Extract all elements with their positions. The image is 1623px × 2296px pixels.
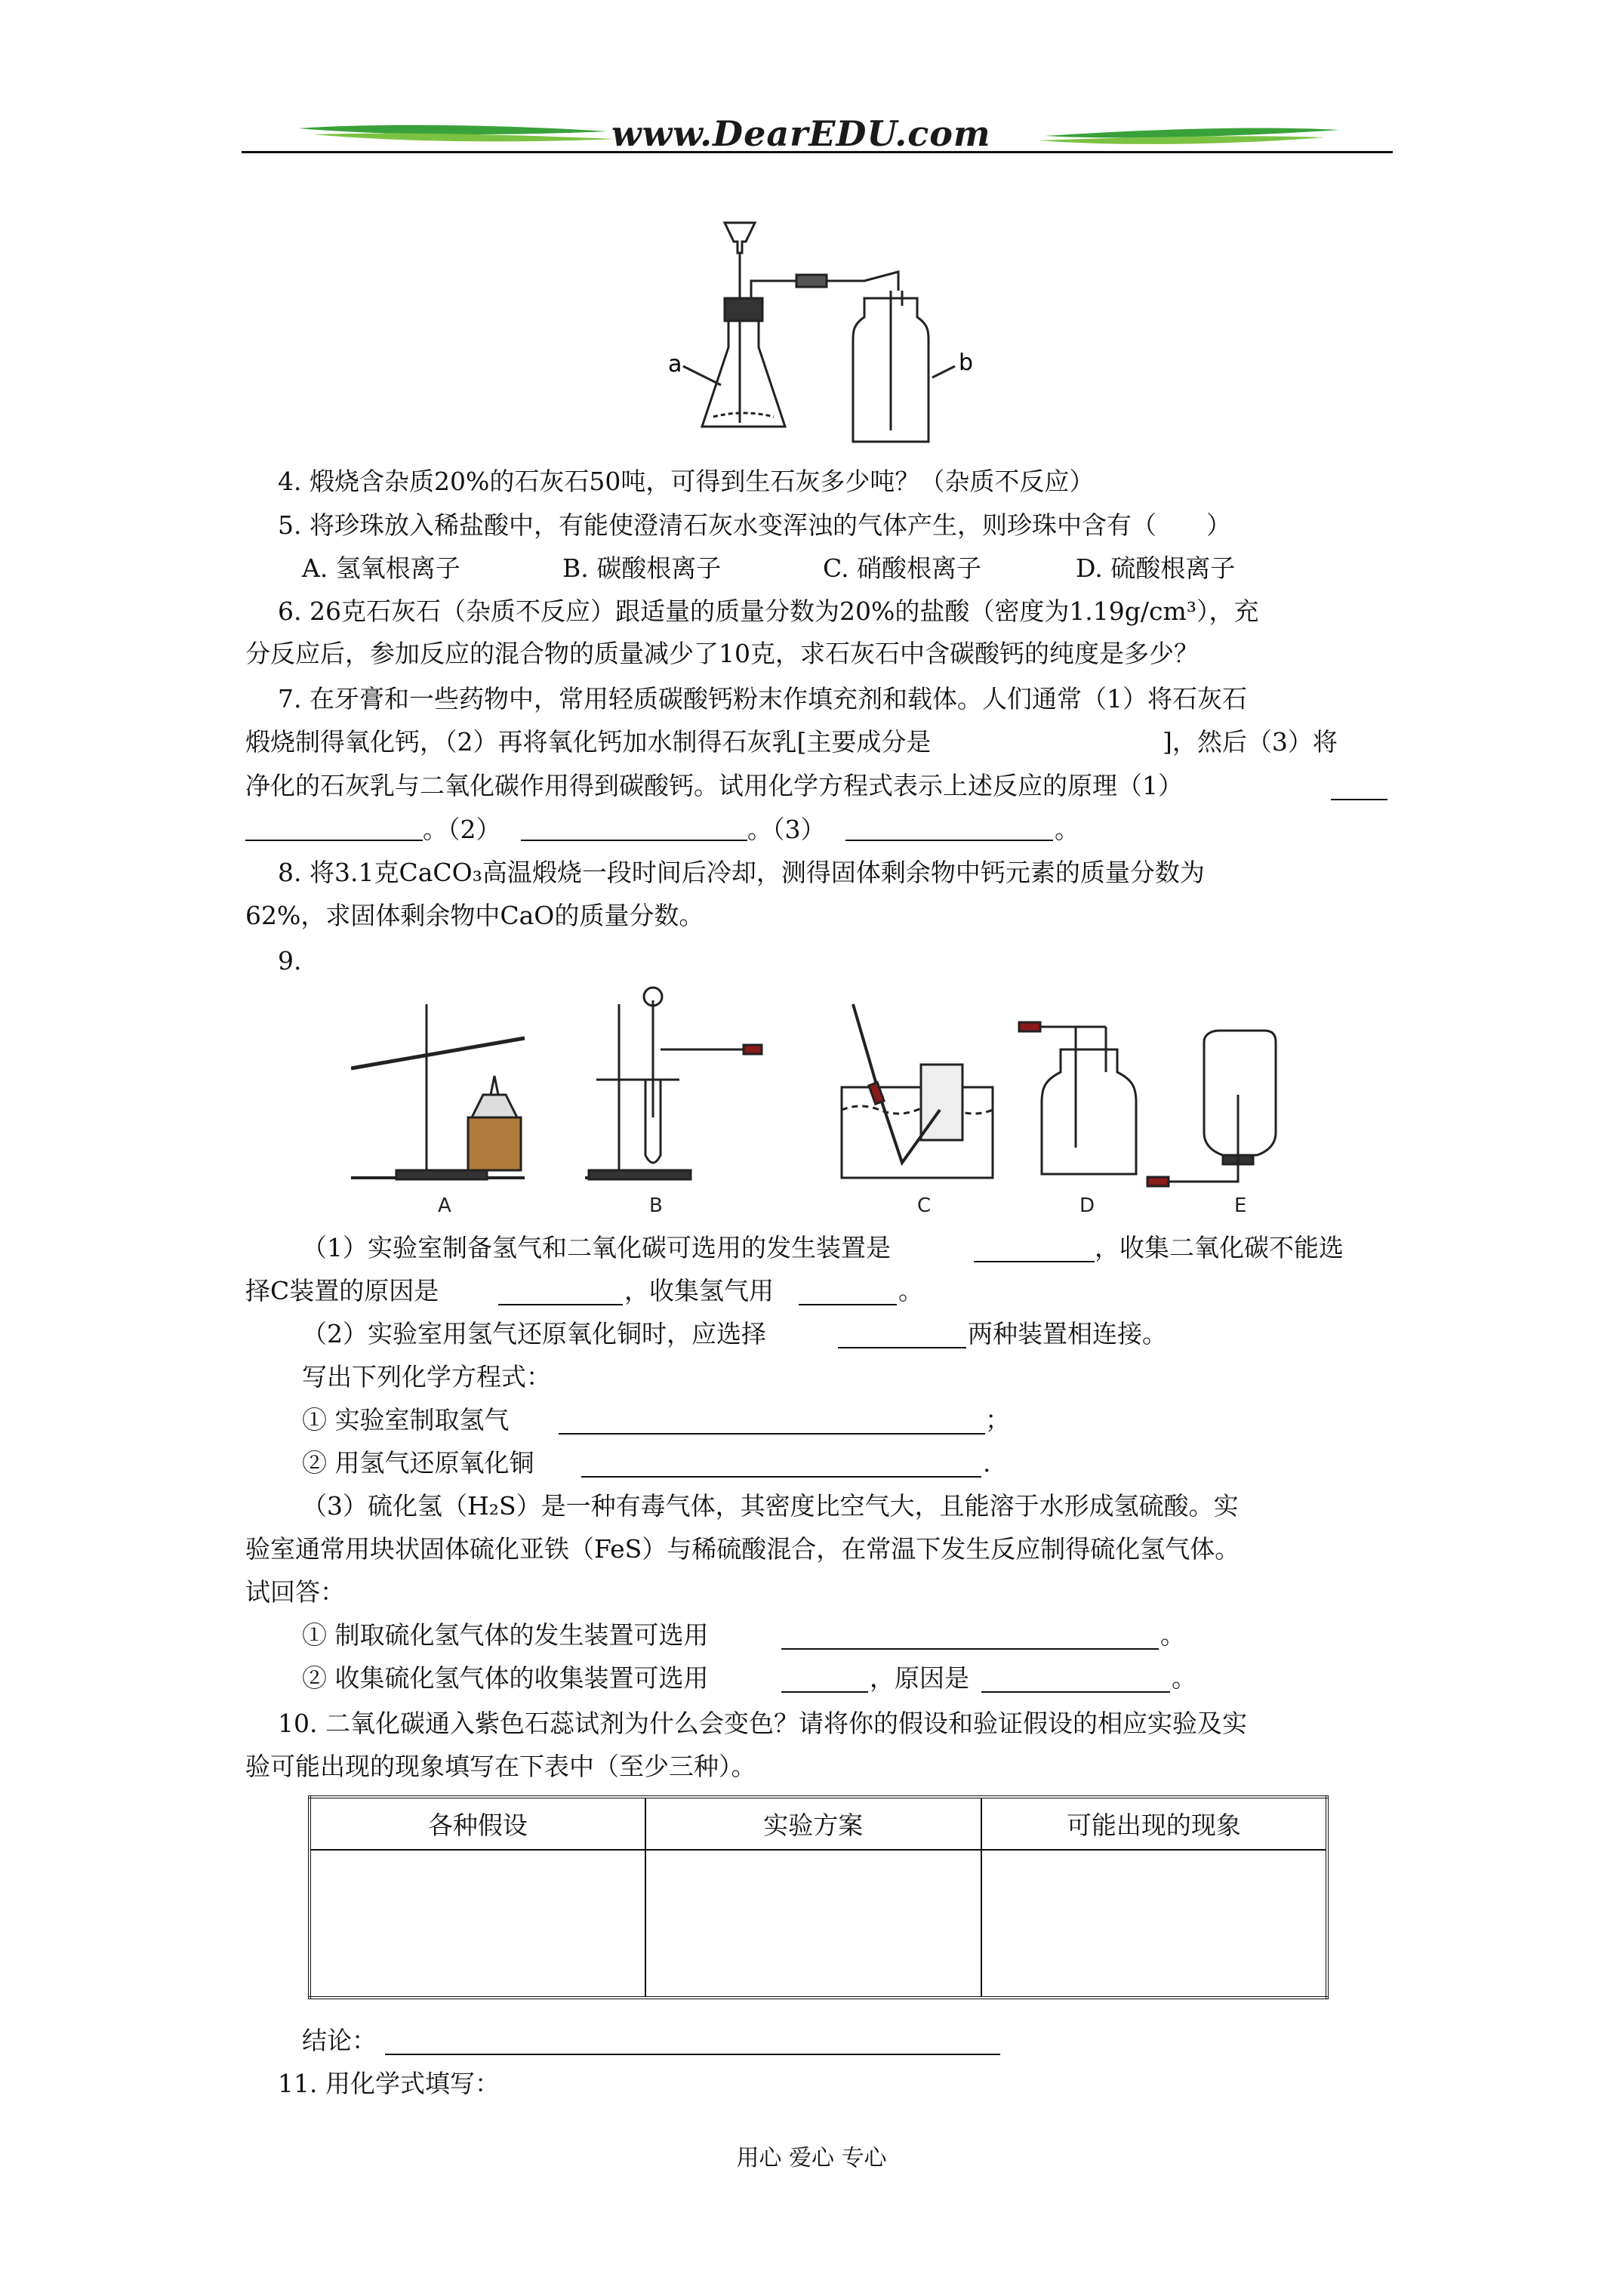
q9-p1a: （1）实验室制备氢气和二氧化碳可选用的发生装置是 — [302, 1233, 891, 1262]
table-header-hypothesis: 各种假设 — [310, 1797, 645, 1850]
apparatus-label-c: C — [917, 1194, 932, 1216]
q9-write-equations: 写出下列化学方程式： — [302, 1362, 551, 1391]
q7-answer-2-blank[interactable] — [521, 814, 747, 841]
question-7-line2b: ]，然后（3）将 — [1163, 727, 1338, 757]
q9-hydrogen-collect-blank[interactable] — [799, 1278, 897, 1305]
q9-s2b: ，原因是 — [870, 1663, 969, 1693]
q7-answer-1-blank-a[interactable] — [1331, 773, 1387, 800]
apparatus-label-b: B — [649, 1194, 663, 1216]
q9-eq1-blank[interactable] — [559, 1407, 985, 1435]
q9-connect-blank[interactable] — [838, 1321, 966, 1348]
page-footer: 用心 爱心 专心 — [736, 2145, 887, 2171]
q7-line4b: 。（3） — [747, 815, 826, 844]
question-7-line2a: 煅烧制得氧化钙，（2）再将氧化钙加水制得石灰乳[主要成分是 — [245, 727, 932, 757]
gas-apparatus-figure — [649, 211, 989, 453]
question-8-line2: 62%，求固体剩余物中CaO的质量分数。 — [245, 901, 704, 930]
question-10-line2: 验可能出现的现象填写在下表中（至少三种）。 — [245, 1752, 756, 1781]
q9-p3a: （3）硫化氢（H₂S）是一种有毒气体，其密度比空气大，且能溶于水形成氢硫酸。实 — [302, 1491, 1239, 1521]
q9-s2a: ② 收集硫化氢气体的收集装置可选用 — [302, 1663, 709, 1693]
q9-eq1: ① 实验室制取氢气 — [302, 1405, 510, 1435]
question-8-line1: 8. 将3.1克CaCO₃高温煅烧一段时间后冷却，测得固体剩余物中钙元素的质量分数为 — [278, 858, 1205, 887]
q9-p1c: 择C装置的原因是 — [245, 1276, 439, 1305]
q5-option-d: D. 硫酸根离子 — [1076, 553, 1236, 583]
q9-h2s-generator-blank[interactable] — [781, 1623, 1159, 1650]
table-header-phenomenon: 可能出现的现象 — [981, 1797, 1327, 1850]
question-10-line1: 10. 二氧化碳通入紫色石蕊试剂为什么会变色？请将你的假设和验证假设的相应实验及实 — [278, 1709, 1247, 1738]
q9-eq2: ② 用氢气还原氧化铜 — [302, 1448, 534, 1478]
q7-line4c: 。 — [1055, 815, 1079, 844]
question-7-line1: 7. 在牙膏和一些药物中，常用轻质碳酸钙粉末作填充剂和载体。人们通常（1）将石灰石 — [278, 684, 1247, 713]
q10-conclusion-label: 结论： — [302, 2026, 377, 2055]
q9-s2-end: 。 — [1172, 1663, 1196, 1693]
q9-generator-blank[interactable] — [974, 1235, 1095, 1262]
question-7-line3: 净化的石灰乳与二氧化碳作用得到碳酸钙。试用化学方程式表示上述反应的原理（1） — [245, 771, 1183, 800]
lab-apparatus-figure — [351, 982, 1332, 1216]
question-9-number: 9. — [278, 946, 302, 975]
apparatus-label-d: D — [1079, 1194, 1095, 1216]
q10-conclusion-blank[interactable] — [385, 2028, 1000, 2055]
q9-h2s-reason-blank[interactable] — [981, 1666, 1170, 1693]
q9-p1d: ，收集氢气用 — [624, 1276, 774, 1305]
q7-answer-3-blank[interactable] — [845, 814, 1053, 841]
question-5-stem: 5. 将珍珠放入稀盐酸中，有能使澄清石灰水变浑浊的气体产生，则珍珠中含有（ ） — [278, 510, 1231, 540]
q9-p1e: 。 — [898, 1276, 923, 1305]
hypothesis-table — [308, 1795, 1329, 1999]
label-b: b — [959, 350, 974, 376]
q9-h2s-collect-blank[interactable] — [781, 1666, 868, 1693]
question-4: 4. 煅烧含杂质20%的石灰石50吨，可得到生石灰多少吨？（杂质不反应） — [278, 467, 1095, 496]
q9-s1-end: 。 — [1160, 1620, 1185, 1650]
q9-eq2-blank[interactable] — [581, 1450, 981, 1478]
q9-p2b: 两种装置相连接。 — [968, 1319, 1167, 1348]
label-a: a — [668, 351, 682, 378]
question-11: 11. 用化学式填写： — [278, 2069, 500, 2098]
q9-p3b: 验室通常用块状固体硫化亚铁（FeS）与稀硫酸混合，在常温下发生反应制得硫化氢气体。 — [245, 1534, 1240, 1564]
header-divider — [242, 151, 1393, 153]
table-cell-hypothesis[interactable] — [310, 1850, 645, 1998]
apparatus-label-a: A — [438, 1194, 451, 1216]
q5-option-c: C. 硝酸根离子 — [823, 553, 982, 583]
q9-p1b: ，收集二氧化碳不能选 — [1095, 1233, 1344, 1262]
apparatus-label-e: E — [1234, 1194, 1247, 1216]
q9-reason-blank[interactable] — [498, 1278, 623, 1305]
q9-eq1-end: ； — [985, 1405, 1010, 1435]
table-cell-plan[interactable] — [645, 1850, 981, 1998]
q9-p2a: （2）实验室用氢气还原氧化铜时，应选择 — [302, 1319, 766, 1348]
q7-answer-1-blank-b[interactable] — [245, 814, 423, 841]
q5-option-b: B. 碳酸根离子 — [562, 553, 722, 583]
table-header-plan: 实验方案 — [645, 1797, 981, 1850]
question-6-line1: 6. 26克石灰石（杂质不反应）跟适量的质量分数为20%的盐酸（密度为1.19g/cm³），充 — [278, 596, 1259, 626]
q9-p3c: 试回答： — [245, 1577, 345, 1607]
q9-s1: ① 制取硫化氢气体的发生装置可选用 — [302, 1620, 709, 1650]
q5-option-a: A. 氢氧根离子 — [302, 553, 460, 583]
q7-line4a: 。（2） — [423, 815, 501, 844]
question-6-line2: 分反应后，参加反应的混合物的质量减少了10克，求石灰石中含碳酸钙的纯度是多少？ — [245, 639, 1199, 668]
q9-eq2-end: . — [983, 1448, 991, 1478]
table-cell-phenomenon[interactable] — [981, 1850, 1327, 1998]
site-logo: www.DearEDU.com — [611, 113, 991, 154]
